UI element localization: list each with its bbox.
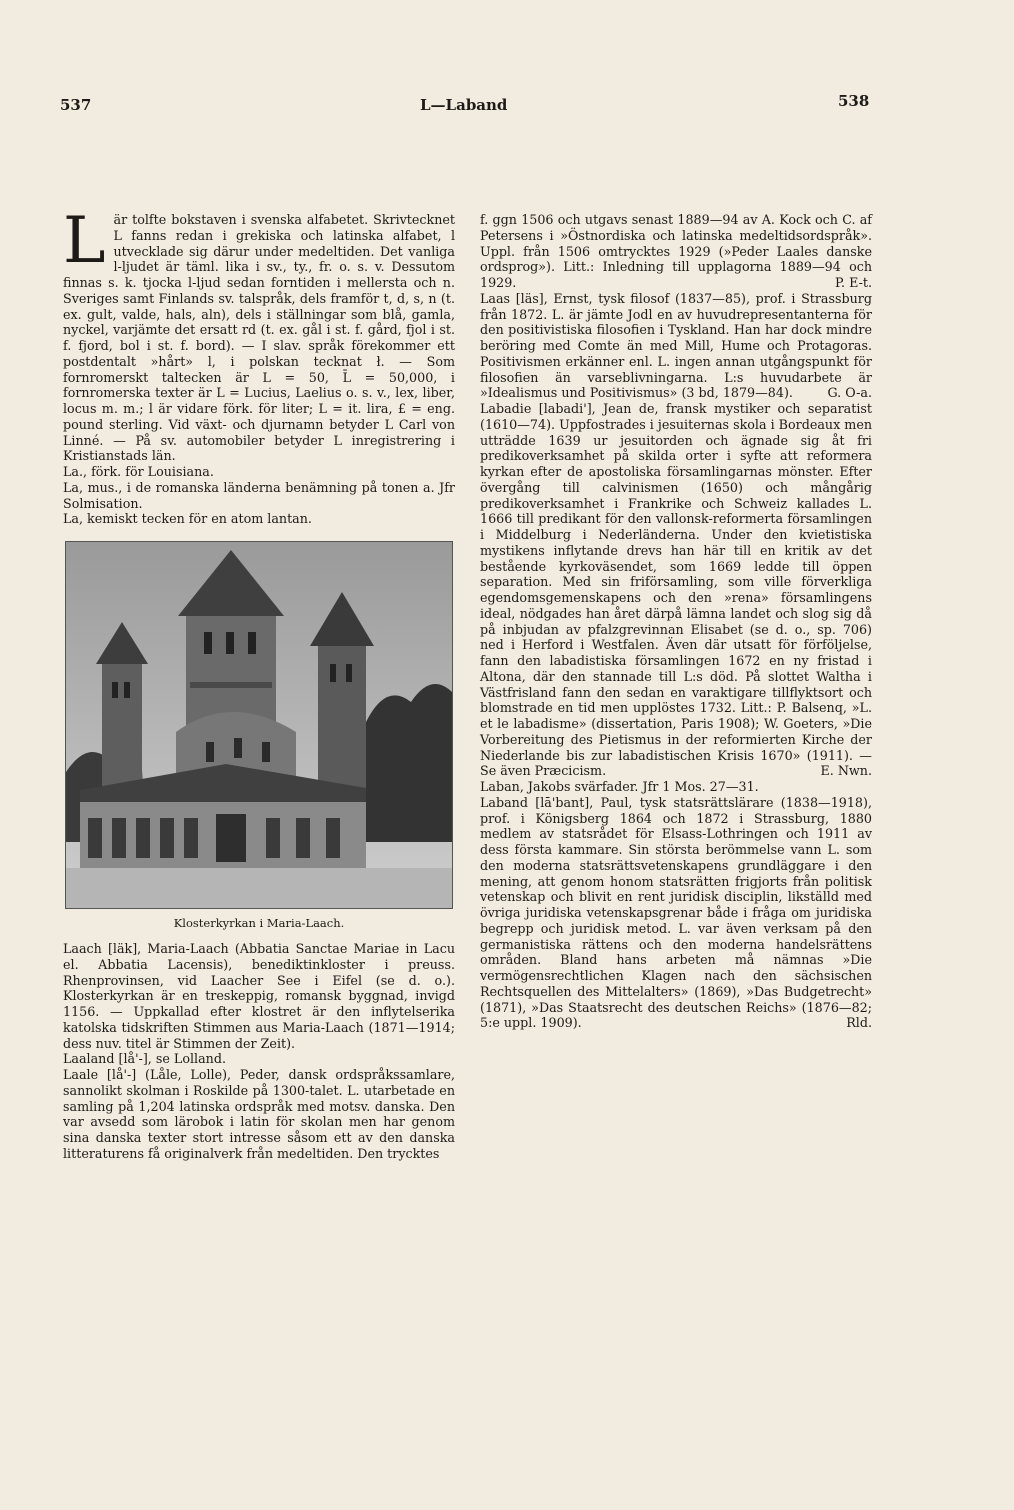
entry-laband bbox=[480, 795, 872, 1031]
left-lower-entries bbox=[63, 941, 455, 1162]
entry-laas-text: Laas [läs], Ernst, tysk filosof (1837—85), prof. i Strassburg från 1872. L. är jämte Jodl en av huvudrepresentanterna för den positivistiska filosofien i Tyskland. Han har dock mindre beröring med Comte än med Mill, Hume och Protagoras. Positivismen erkänner enl. L. ingen annan utgångspunkt för filosofien än varseblivningarna. L:s huvudarbete är »Idealismus und Positivismus» (3 bd, 1879—84). bbox=[480, 290, 872, 401]
entry-l bbox=[63, 204, 455, 464]
drop-cap: L bbox=[63, 204, 106, 278]
entry-laach: Laach [läk], Maria-Laach (Abbatia Sanctae Mariae in Lacu el. Abbatia Lacensis), benediktinkloster i preuss. Rhenprovinsen, vid Laacher See i Eifel (se d. o.). Klosterkyrkan är en treskeppig, romansk byggnad, invigd 1156. — Uppkallad efter klostret är den inflytelserika katolska tidskriften Stimmen aus Maria-Laach (1871—1914; dess nuv. titel är Stimmen der Zeit). bbox=[63, 941, 455, 1051]
entry-laban: Laban, Jakobs svärfader. Jfr 1 Mos. 27—31. bbox=[480, 779, 759, 794]
church-photo bbox=[65, 541, 453, 909]
author-signature: P. E-t. bbox=[835, 275, 872, 290]
figure-caption: Klosterkyrkan i Maria-Laach. bbox=[173, 916, 345, 930]
entry-l-text: är tolfte bokstaven i svenska alfabetet. Skrivtecknet L fanns redan i grekiska och latinska alfabet, l utvecklade sig därur under medeltiden. Det vanliga l-ljudet är täml. lika i sv., ty., fr. o. s. v. Dessutom finnas s. k. tjocka l-ljud sedan forntiden i mellersta och n. Sveriges samt Finlands sv. talspråk, dels framför t, d, s, n (t. ex. gult, valde, hals, aln), dels i ställningar som blå, gamla, nyckel, varjämte det ersatt rd (t. ex. gål i st. f. gård, fjol i st. f. fjord, bol i st. f. bord). — I slav. språk förekommer ett postdentalt »hårt» l, i polskan tecknat ł. — Som fornromerskt taltecken är L = 50, L̄ = 50,000, i fornromerska texter är L = Lucius, Laelius o. s. v., lex, liber, locus m. m.; l är vidare förk. för liter; L = it. lira, £ = eng. pound sterling. Vid växt- och djurnamn betyder L Carl von Linné. — På sv. automobiler betyder L inregistrering i Kristianstads län. bbox=[63, 212, 455, 464]
left-column bbox=[63, 204, 455, 1162]
entry-laaland: Laaland [lå'-], se Lolland. bbox=[63, 1051, 226, 1067]
author-signature: G. O-a. bbox=[827, 385, 872, 401]
entry-la-music: La, mus., i de romanska länderna benämning på tonen a. Jfr Solmisation. bbox=[63, 479, 455, 511]
left-page-number: 537 bbox=[60, 96, 92, 114]
entry-laas bbox=[480, 291, 872, 401]
entry-laale-cont-text: f. ggn 1506 och utgavs senast 1889—94 av A. Kock och C. af Petersens i »Östnordiska och latinska medeltidsordspråk». Uppl. från 1506 omtrycktes 1929 (»Peder Laales danske ordsprog»). Litt.: Inledning till upplagorna 1889—94 och 1929. bbox=[480, 212, 872, 290]
entry-labadie bbox=[480, 401, 872, 779]
author-signature: Rld. bbox=[846, 1015, 872, 1031]
running-header bbox=[0, 92, 1014, 120]
right-page-number: 538 bbox=[838, 92, 870, 110]
right-column bbox=[480, 212, 872, 1031]
entry-labadie-text: Labadie [labadi'], Jean de, fransk mystiker och separatist (1610—74). Uppfostrades i jesuiternas skola i Bordeaux men utträdde 1639 ur jesuitorden och ägnade sig åt fri predikoverksamhet på skilda orter i syfte att reformera kyrkan efter de apostoliska församlingarnas mönster. Efter övergång till calvinismen (1650) och mångårig predikoverksamhet i Frankrike och Schweiz kallades L. 1666 till predikant för den vallonsk-reformerta församlingen i Middelburg i Nederländerna. Under den kvietistiska mystikens inflytande drevs han här till en kritik av det bestående kyrkoväsendet, som 1669 ledde till öppen separation. Med sin friförsamling, som ville förverkliga egendomsgemenskapens och den »rena» församlingens ideal, nödgades han året därpå lämna landet och slog sig då på inbjudan av pfalzgrevinnan Elisabet (se d. o., sp. 706) ned i Herford i Westfalen. Även där utsatt för förföljelse, fann den labadistiska församlingen 1672 en ny fristad i Altona, där den stannade till L:s död. På slottet Waltha i Västfrisland fann den sedan en varaktigare tillflyktsort och blomstrade en tid men upplöstes 1732. Litt.: P. Balsenq, »L. et le labadisme» (dissertation, Paris 1908); W. Goeters, »Die Vorbereitung des Pietismus in der reformierten Kirche der Niederlande bis zur labadistischen Krisis 1670» (1911). — Se även Præcicism. bbox=[480, 401, 872, 779]
entry-laale: Laale [lå'-] (Låle, Lolle), Peder, dansk ordspråkssamlare, sannolikt skolman i Roskilde på 1300-talet. L. utarbetade en samling på 1,204 latinska ordspråk med motsv. danska. Den var avsedd som lärobok i latin för skolan men har genom sina danska texter stort intresse såsom ett av den danska litteraturens få originalverk från medeltiden. Den trycktes bbox=[63, 1067, 455, 1161]
entry-laband-text: Laband [lā'bant], Paul, tysk statsrättslärare (1838—1918), prof. i Königsberg 1864 och 1872 i Strassburg, 1880 medlem av statsrådet för Elsass-Lothringen och 1911 av dess första kammare. Sin största berömmelse vann L. som den moderna statsrättsvetenskapens grundläggare i den mening, att genom honom statsrätten frigjorts från politisk vetenskap och blivit en rent juridisk disciplin, likställd med övriga juridiska vetenskapsgrenar både i fråga om juridiska begrepp och juridisk metod. L. var även verksam på den germanistiska rättens och den moderna handelsrättens områden. Bland hans arbeten må nämnas »Die vermögensrechtlichen Klagen nach den sächsischen Rechtsquellen des Mittelalters» (1869), »Das Budgetrecht» (1871), »Das Staatsrecht des deutschen Reichs» (1876—82; 5:e uppl. 1909). bbox=[480, 794, 872, 1031]
entry-laale-cont bbox=[480, 212, 872, 291]
author-signature: E. Nwn. bbox=[820, 763, 872, 779]
header-title: L—Laband bbox=[420, 96, 508, 114]
entry-la-chemistry: La, kemiskt tecken för en atom lantan. bbox=[63, 511, 312, 527]
figure bbox=[65, 541, 453, 931]
entry-la-louisiana: La., förk. för Louisiana. bbox=[63, 464, 214, 479]
